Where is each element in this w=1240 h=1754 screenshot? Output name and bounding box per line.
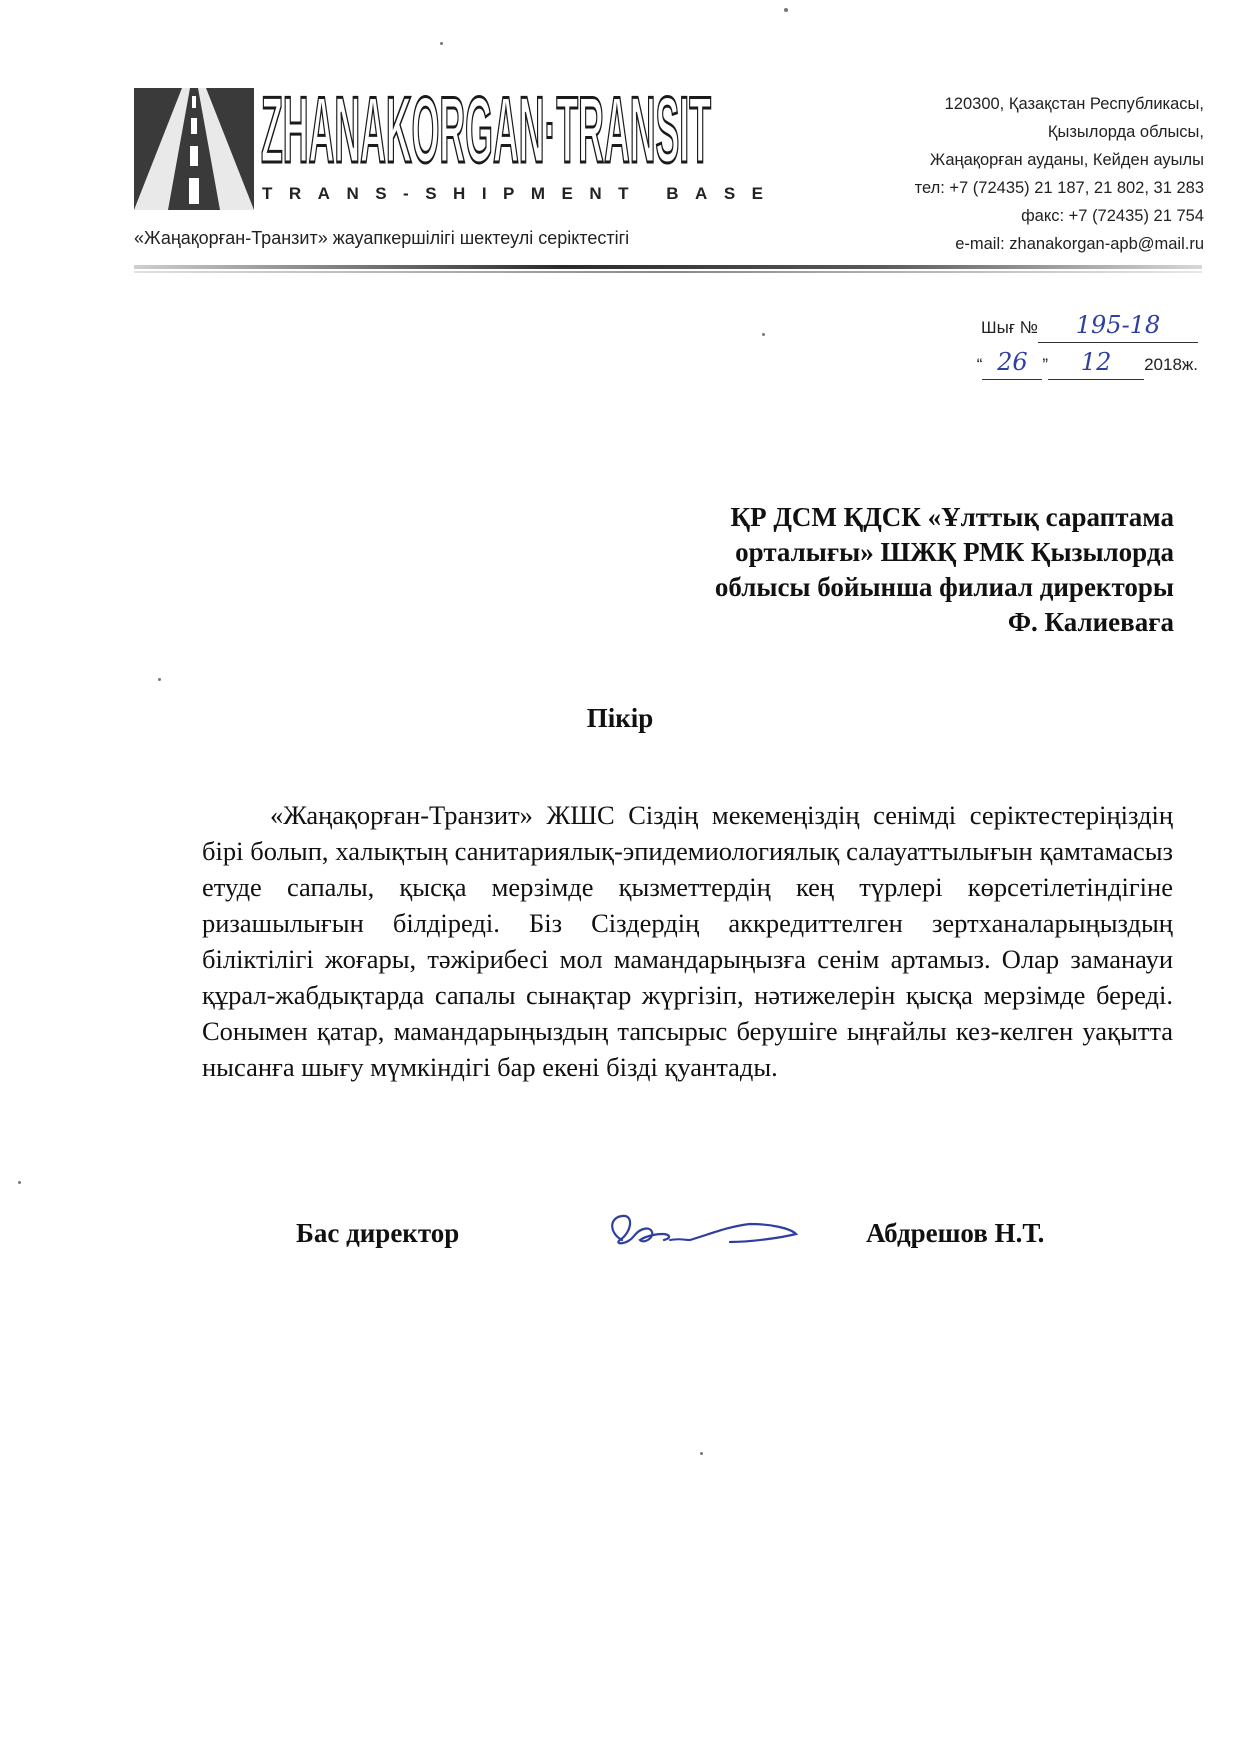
address-line: Жаңақорған ауданы, Кейден ауылы bbox=[929, 151, 1204, 169]
scan-speck bbox=[18, 1181, 21, 1184]
signer-name: Абдрешов Н.Т. bbox=[866, 1218, 1045, 1248]
company-logo bbox=[134, 88, 780, 210]
logo-subtitle: TRANS-SHIPMENT BASE bbox=[262, 184, 780, 203]
contact-block bbox=[915, 90, 1204, 258]
outgoing-reference bbox=[977, 308, 1198, 382]
scan-speck bbox=[784, 8, 788, 12]
addressee-line: Ф. Калиеваға bbox=[1007, 607, 1174, 637]
fax-line: факс: +7 (72435) 21 754 bbox=[1021, 207, 1204, 225]
addressee-line: орталығы» ШЖҚ РМК Қызылорда bbox=[735, 537, 1174, 567]
addressee-block bbox=[715, 500, 1174, 640]
reference-number-row bbox=[977, 308, 1198, 345]
addressee-line: ҚР ДСМ ҚДСК «Ұлттық сараптама bbox=[730, 502, 1174, 532]
document-title: Пікір bbox=[586, 703, 654, 733]
scan-speck bbox=[158, 678, 161, 681]
handwritten-signature bbox=[600, 1210, 810, 1260]
scan-speck bbox=[762, 333, 765, 336]
date-day: 26 bbox=[982, 345, 1042, 380]
scan-speck bbox=[700, 1452, 703, 1455]
email-line: e-mail: zhanakorgan-apb@mail.ru bbox=[955, 235, 1204, 253]
header-divider-thin bbox=[134, 271, 1202, 273]
address-line: 120300, Қазақстан Республикасы, bbox=[944, 95, 1204, 113]
scan-speck bbox=[440, 42, 443, 45]
road-logo-icon bbox=[134, 88, 254, 210]
addressee-line: облысы бойынша филиал директоры bbox=[714, 572, 1174, 602]
phone-line: тел: +7 (72435) 21 187, 21 802, 31 283 bbox=[914, 179, 1204, 197]
address-line: Қызылорда облысы, bbox=[1047, 123, 1204, 141]
header-divider bbox=[134, 265, 1202, 269]
reference-date-row bbox=[977, 345, 1198, 382]
letter-body bbox=[202, 797, 1173, 1085]
date-year: 2018ж. bbox=[1144, 355, 1198, 374]
reference-number-value: 195-18 bbox=[1038, 308, 1198, 343]
date-month: 12 bbox=[1048, 345, 1144, 380]
body-paragraph: «Жаңақорған-Транзит» ЖШС Сіздің мекемеңіздің сенімді серіктестеріңіздің бірі болып, халықтың санитариялық-эпидемиологиялық салауаттылығын қамтамасыз етуде сапалы, қысқа мерзімде қызметтердің кең түрлері көрсетілетіндігіне ризашылығын білдіреді. Біз Сіздердің аккредиттелген зертханаларыңыздың біліктілігі жоғары, тәжірибесі мол мамандарыңызға сенім артамыз. Олар заманауи құрал-жабдықтарда сапалы сынақтар жүргізіп, нәтижелерін қысқа мерзімде береді. Сонымен қатар, мамандарыңыздың тапсырыс берушіге ыңғайлы кез-келген уақытта нысанға шығу мүмкіндігі бар екені бізді қуантады. bbox=[202, 800, 1173, 1082]
date-close-quote: ” bbox=[1042, 355, 1049, 374]
signer-role: Бас директор bbox=[296, 1218, 460, 1248]
reference-number-label: Шығ № bbox=[981, 318, 1038, 337]
date-open-quote: “ bbox=[976, 355, 983, 374]
company-name: «Жаңақорған-Транзит» жауапкершілігі шектеулі серіктестігі bbox=[134, 228, 630, 248]
logo-wordmark bbox=[258, 88, 714, 174]
logo-text: ZHANAKORGAN·TRANSIT bbox=[261, 88, 711, 174]
